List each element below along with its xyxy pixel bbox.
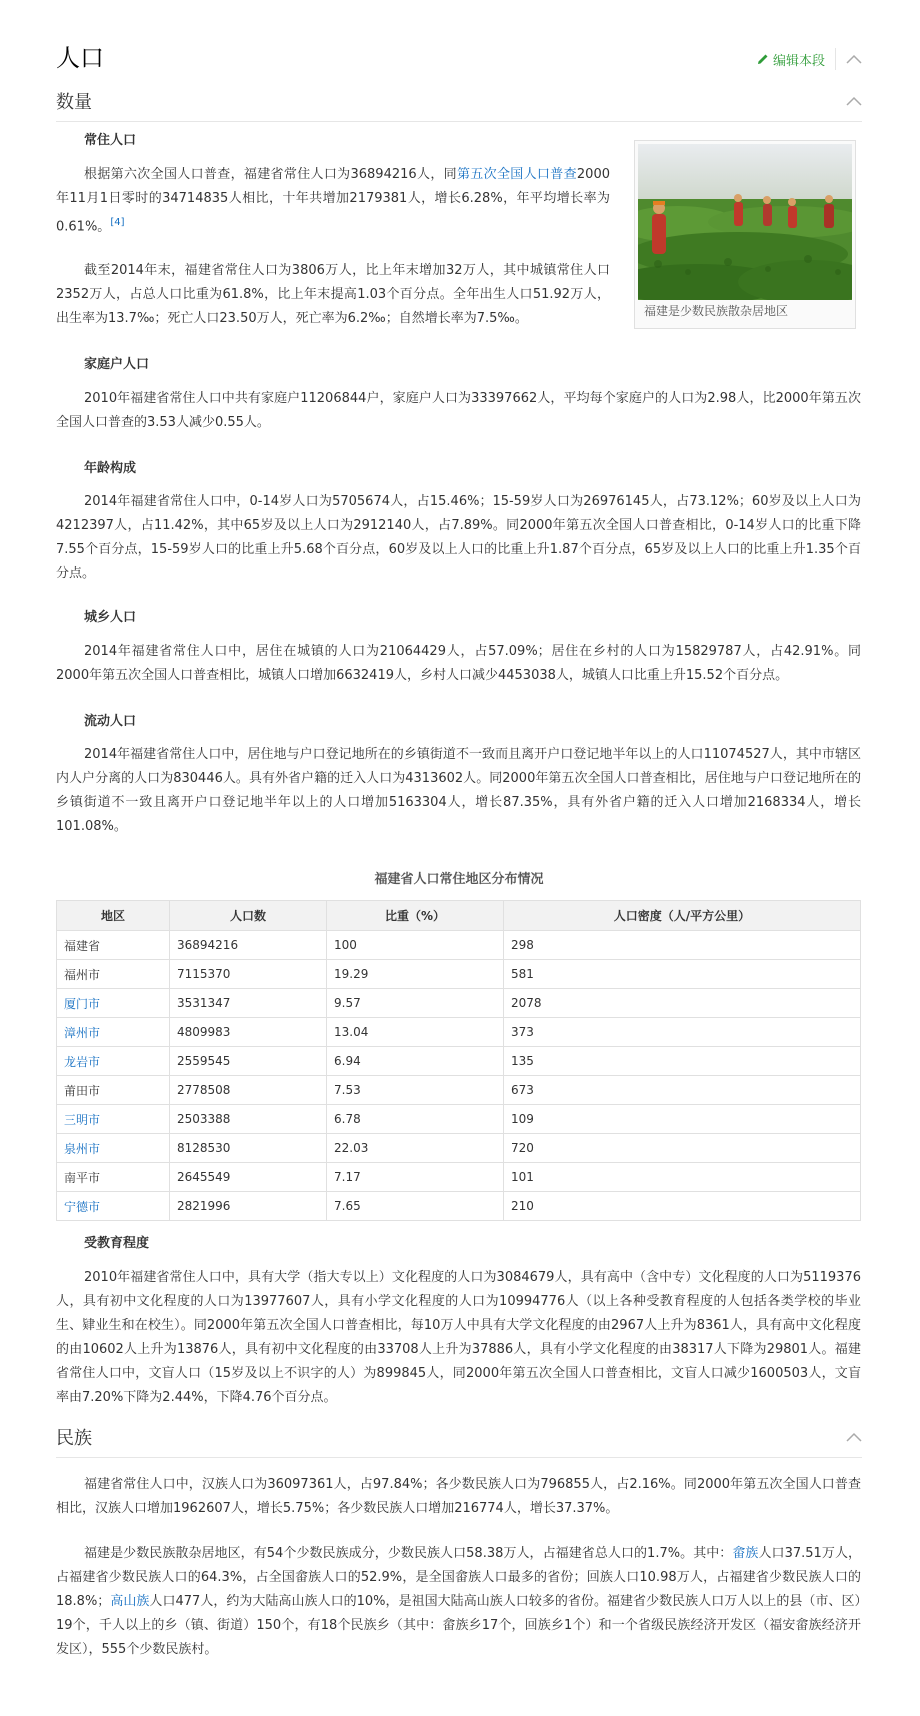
table-body bbox=[57, 931, 861, 1221]
paragraph-floating: 2014年福建省常住人口中，居住地与户口登记地所在的乡镇街道不一致而且离开户口登记地半年以上的人口11074527人，其中市辖区内人户分离的人口为830446人。具有外省户籍的迁入人口为4313602人。同2000年第五次全国人口普查相比，居住地与户口登记地所在的乡镇街道不一致且离开户口登记地半年以上的人口增加5163304人，增长87.35%，具有外省户籍的迁入人口增加2168334人，增长101.08%。 bbox=[56, 747, 861, 834]
subsection-header-quantity bbox=[56, 88, 862, 122]
link-fifth-census[interactable]: 第五次全国人口普查 bbox=[456, 167, 577, 182]
table-cell-region[interactable]: 厦门市 bbox=[57, 989, 170, 1018]
table-cell-share: 100 bbox=[327, 931, 504, 960]
table-cell-density: 109 bbox=[504, 1105, 861, 1134]
column-header-share: 比重（%） bbox=[327, 901, 504, 931]
table-cell-share: 6.78 bbox=[327, 1105, 504, 1134]
table-cell-population: 36894216 bbox=[170, 931, 327, 960]
table-cell-density: 135 bbox=[504, 1047, 861, 1076]
divider bbox=[835, 48, 836, 70]
column-header-density: 人口密度（人/平方公里） bbox=[504, 901, 861, 931]
text-segment: 福建是少数民族散杂居地区，有54个少数民族成分，少数民族人口58.38万人，占福建省总人口的1.7%。其中： bbox=[84, 1546, 733, 1561]
table-cell-population: 7115370 bbox=[170, 960, 327, 989]
table-cell-region: 福建省 bbox=[57, 931, 170, 960]
table-row bbox=[57, 931, 861, 960]
tea-field-image bbox=[638, 144, 852, 300]
table-cell-region[interactable]: 漳州市 bbox=[57, 1018, 170, 1047]
table-row bbox=[57, 989, 861, 1018]
table-cell-region: 莆田市 bbox=[57, 1076, 170, 1105]
table-cell-density: 673 bbox=[504, 1076, 861, 1105]
collapse-ethnic-button[interactable] bbox=[846, 1432, 862, 1442]
heading-floating: 流动人口 bbox=[84, 714, 137, 729]
link-she-ethnic[interactable]: 畲族 bbox=[732, 1546, 759, 1561]
table-row bbox=[57, 1134, 861, 1163]
table-row bbox=[57, 1163, 861, 1192]
table-cell-population: 2821996 bbox=[170, 1192, 327, 1221]
population-table bbox=[56, 900, 861, 1221]
heading-urban-rural: 城乡人口 bbox=[84, 610, 137, 625]
chevron-up-icon bbox=[846, 96, 862, 106]
heading-age: 年龄构成 bbox=[84, 461, 137, 476]
paragraph-resident-2: 截至2014年末，福建省常住人口为3806万人，比上年末增加32万人，其中城镇常住人口2352万人，占总人口比重为61.8%，比上年末提高1.03个百分点。全年出生人口51.92万人，出生率为13.7‰；死亡人口23.50万人，死亡率为6.2‰；自然增长率为7.5‰。 bbox=[56, 263, 610, 326]
reference-link[interactable]: [4] bbox=[110, 217, 125, 228]
table-cell-share: 7.65 bbox=[327, 1192, 504, 1221]
table-cell-population: 2778508 bbox=[170, 1076, 327, 1105]
table-cell-share: 19.29 bbox=[327, 960, 504, 989]
table-cell-share: 9.57 bbox=[327, 989, 504, 1018]
heading-education: 受教育程度 bbox=[84, 1236, 150, 1251]
table-cell-region: 南平市 bbox=[57, 1163, 170, 1192]
table-cell-population: 4809983 bbox=[170, 1018, 327, 1047]
paragraph-ethnic-2 bbox=[56, 1542, 861, 1662]
table-header-row bbox=[57, 901, 861, 931]
table-cell-population: 3531347 bbox=[170, 989, 327, 1018]
table-cell-share: 7.17 bbox=[327, 1163, 504, 1192]
table-cell-density: 210 bbox=[504, 1192, 861, 1221]
paragraph-household: 2010年福建省常住人口中共有家庭户11206844户，家庭户人口为33397662人，平均每个家庭户的人口为2.98人，比2000年第五次全国人口普查的3.53人减少0.55人。 bbox=[56, 391, 861, 430]
section-tools bbox=[757, 48, 862, 70]
text-segment: 人口477人，约为大陆高山族人口的10%，是祖国大陆高山族人口较多的省份。福建省少数民族人口万人以上的县（市、区）19个，千人以上的乡（镇、街道）150个，有18个民族乡（其中：畲族乡17个，回族乡1个）和一个省级民族经济开发区（福安畲族经济开发区），555个少数民族村。 bbox=[56, 1594, 861, 1657]
link-gaoshan-ethnic[interactable]: 高山族 bbox=[110, 1594, 150, 1609]
paragraph-ethnic-1: 福建省常住人口中，汉族人口为36097361人，占97.84%；各少数民族人口为796855人，占2.16%。同2000年第五次全国人口普查相比，汉族人口增加1962607人，增长5.75%；各少数民族人口增加216774人，增长37.37%。 bbox=[56, 1477, 861, 1516]
subsection-title-quantity: 数量 bbox=[56, 92, 92, 113]
table-row bbox=[57, 1018, 861, 1047]
table-cell-region: 福州市 bbox=[57, 960, 170, 989]
table-cell-density: 720 bbox=[504, 1134, 861, 1163]
table-cell-share: 6.94 bbox=[327, 1047, 504, 1076]
table-row bbox=[57, 1076, 861, 1105]
paragraph-age: 2014年福建省常住人口中，0-14岁人口为5705674人，占15.46%；15-59岁人口为26976145人，占73.12%；60岁及以上人口为4212397人，占11.42%，其中65岁及以上人口为2912140人，占7.89%。同2000年第五次全国人口普查相比，0-14岁人口的比重下降7.55个百分点，15-59岁人口的比重上升5.68个百分点，60岁及以上人口的比重上升1.87个百分点，65岁及以上人口的比重上升1.35个百分点。 bbox=[56, 494, 861, 581]
column-header-region: 地区 bbox=[57, 901, 170, 931]
table-cell-share: 7.53 bbox=[327, 1076, 504, 1105]
table-cell-density: 2078 bbox=[504, 989, 861, 1018]
table-cell-share: 22.03 bbox=[327, 1134, 504, 1163]
table-row bbox=[57, 960, 861, 989]
table-cell-region[interactable]: 三明市 bbox=[57, 1105, 170, 1134]
edit-section-button[interactable] bbox=[757, 50, 825, 69]
figure-caption: 福建是少数民族散杂居地区 bbox=[644, 304, 789, 318]
table-cell-share: 13.04 bbox=[327, 1018, 504, 1047]
table-cell-population: 8128530 bbox=[170, 1134, 327, 1163]
table-cell-population: 2559545 bbox=[170, 1047, 327, 1076]
table-title: 福建省人口常住地区分布情况 bbox=[374, 872, 544, 887]
paragraph-education: 2010年福建省常住人口中，具有大学（指大专以上）文化程度的人口为3084679人，具有高中（含中专）文化程度的人口为5119376人，具有初中文化程度的人口为13977607人，具有小学文化程度的人口为10994776人（以上各种受教育程度的人包括各类学校的毕业生、肄业生和在校生）。同2000年第五次全国人口普查相比，每10万人中具有大学文化程度的由2967人上升为8361人，具有高中文化程度的由10602人上升为13876人，具有初中文化程度的由33708人上升为37886人，具有小学文化程度的由38317人下降为29801人。福建省常住人口中，文盲人口（15岁及以上不识字的人）为899845人，同2000年第五次全国人口普查相比，文盲人口减少1600503人，文盲率由7.20%下降为2.44%，下降4.76个百分点。 bbox=[56, 1270, 861, 1405]
table-cell-region[interactable]: 宁德市 bbox=[57, 1192, 170, 1221]
table-cell-density: 298 bbox=[504, 931, 861, 960]
text-segment: 2000年11月1日零时的34714835人相比，十年共增加2179381人，增长6.28%，年平均增长率为0.61%。 bbox=[56, 167, 610, 235]
table-row bbox=[57, 1105, 861, 1134]
subsection-title-ethnic: 民族 bbox=[56, 1428, 92, 1449]
table-cell-density: 581 bbox=[504, 960, 861, 989]
chevron-up-icon bbox=[846, 54, 862, 64]
edit-section-label: 编辑本段 bbox=[772, 53, 825, 69]
table-row bbox=[57, 1047, 861, 1076]
table-cell-population: 2645549 bbox=[170, 1163, 327, 1192]
text-segment: 根据第六次全国人口普查，福建省常住人口为36894216人，同 bbox=[84, 167, 457, 182]
text-segment: 人口37.51万人，占福建省少数民族人口的64.3%，占全国畲族人口的52.9%，是全国畲族人口最多的省份；回族人口10.98万人，占福建省少数民族人口的18.8%； bbox=[56, 1546, 861, 1609]
paragraph-resident-1 bbox=[56, 163, 610, 239]
heading-household: 家庭户人口 bbox=[84, 357, 150, 372]
pencil-icon bbox=[757, 53, 769, 65]
heading-resident: 常住人口 bbox=[84, 133, 137, 148]
chevron-up-icon bbox=[846, 1432, 862, 1442]
column-header-population: 人口数 bbox=[170, 901, 327, 931]
table-cell-population: 2503388 bbox=[170, 1105, 327, 1134]
collapse-section-button[interactable] bbox=[846, 54, 862, 64]
collapse-quantity-button[interactable] bbox=[846, 96, 862, 106]
table-cell-density: 373 bbox=[504, 1018, 861, 1047]
figure[interactable] bbox=[634, 140, 856, 329]
table-cell-region[interactable]: 龙岩市 bbox=[57, 1047, 170, 1076]
subsection-header-ethnic bbox=[56, 1424, 862, 1458]
table-row bbox=[57, 1192, 861, 1221]
section-title: 人口 bbox=[56, 44, 104, 72]
paragraph-urban-rural: 2014年福建省常住人口中，居住在城镇的人口为21064429人，占57.09%；居住在乡村的人口为15829787人，占42.91%。同2000年第五次全国人口普查相比，城镇人口增加6632419人，乡村人口减少4453038人，城镇人口比重上升15.52个百分点。 bbox=[56, 644, 861, 683]
table-cell-density: 101 bbox=[504, 1163, 861, 1192]
section-header bbox=[56, 40, 862, 76]
table-cell-region[interactable]: 泉州市 bbox=[57, 1134, 170, 1163]
tea-field-photo[interactable] bbox=[638, 144, 852, 300]
